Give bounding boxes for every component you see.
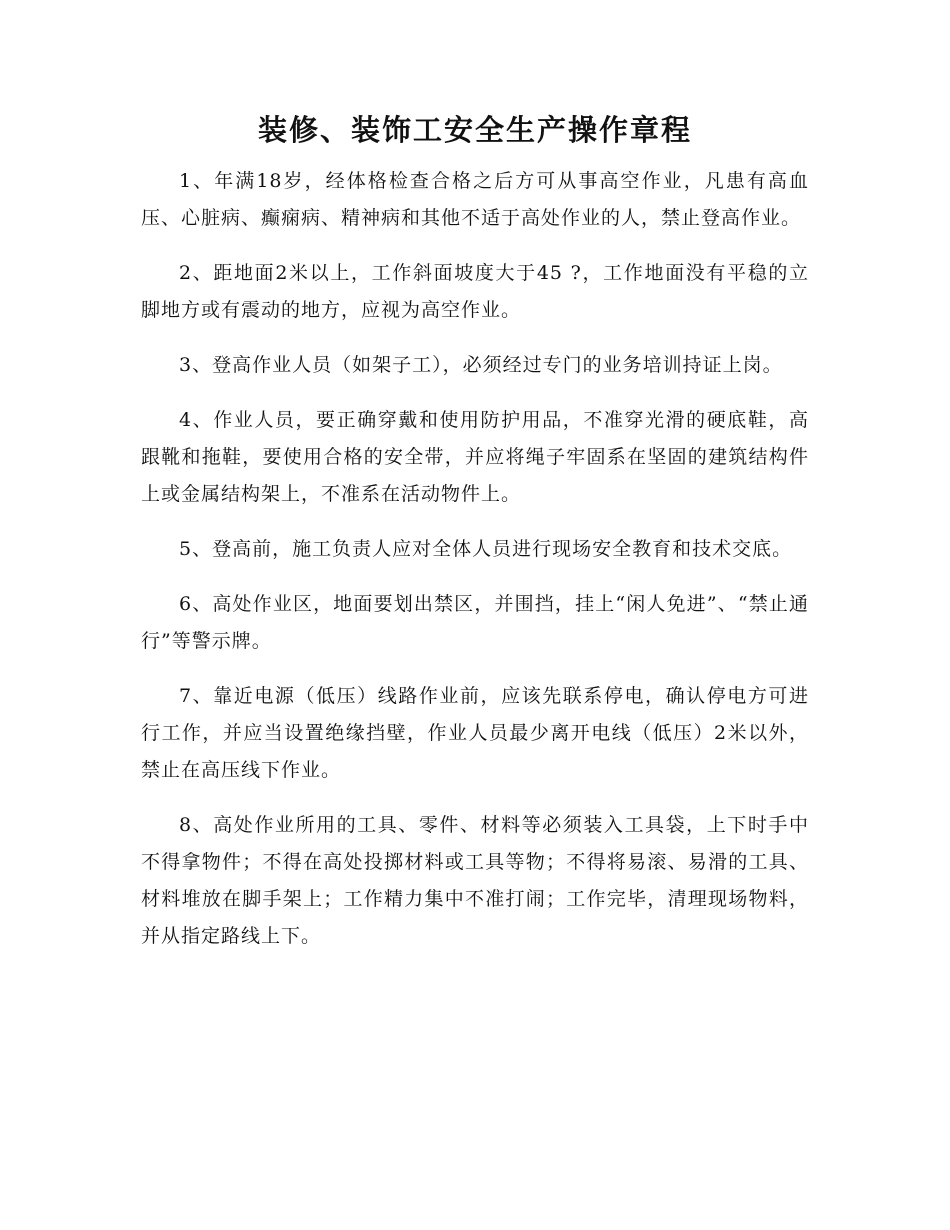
paragraph-3: 3、登高作业人员（如架子工），必须经过专门的业务培训持证上岗。 (179, 354, 783, 376)
paragraph-2: 2、距地面2米以上，工作斜面坡度大于45 ?，工作地面没有平稳的立脚地方或有震动的地方，应视为高空作业。 (141, 262, 809, 321)
paragraph-1: 1、年满18岁，经体格检查合格之后方可从事高空作业，凡患有高血压、心脏病、癫痫病、精神病和其他不适于高处作业的人，禁止登高作业。 (141, 170, 809, 229)
paragraph-6: 6、高处作业区，地面要划出禁区，并围挡，挂上“闲人免进”、“禁止通行”等警示牌。 (141, 593, 809, 652)
document-title: 装修、装饰工安全生产操作章程 (257, 113, 692, 147)
document-body (141, 163, 809, 973)
paragraph-8: 8、高处作业所用的工具、零件、材料等必须装入工具袋，上下时手中不得拿物件；不得在高处投掷材料或工具等物；不得将易滚、易滑的工具、材料堆放在脚手架上；工作精力集中不准打闹；工作完毕，清理现场物料，并从指定路线上下。 (141, 814, 809, 947)
paragraph-5: 5、登高前，施工负责人应对全体人员进行现场安全教育和技术交底。 (179, 538, 793, 560)
paragraph-7: 7、靠近电源（低压）线路作业前，应该先联系停电，确认停电方可进行工作，并应当设置绝缘挡壁，作业人员最少离开电线（低压）2米以外，禁止在高压线下作业。 (141, 685, 809, 781)
paragraph-4: 4、作业人员，要正确穿戴和使用防护用品，不准穿光滑的硬底鞋，高跟靴和拖鞋，要使用合格的安全带，并应将绳子牢固系在坚固的建筑结构件上或金属结构架上，不准系在活动物件上。 (141, 409, 809, 505)
